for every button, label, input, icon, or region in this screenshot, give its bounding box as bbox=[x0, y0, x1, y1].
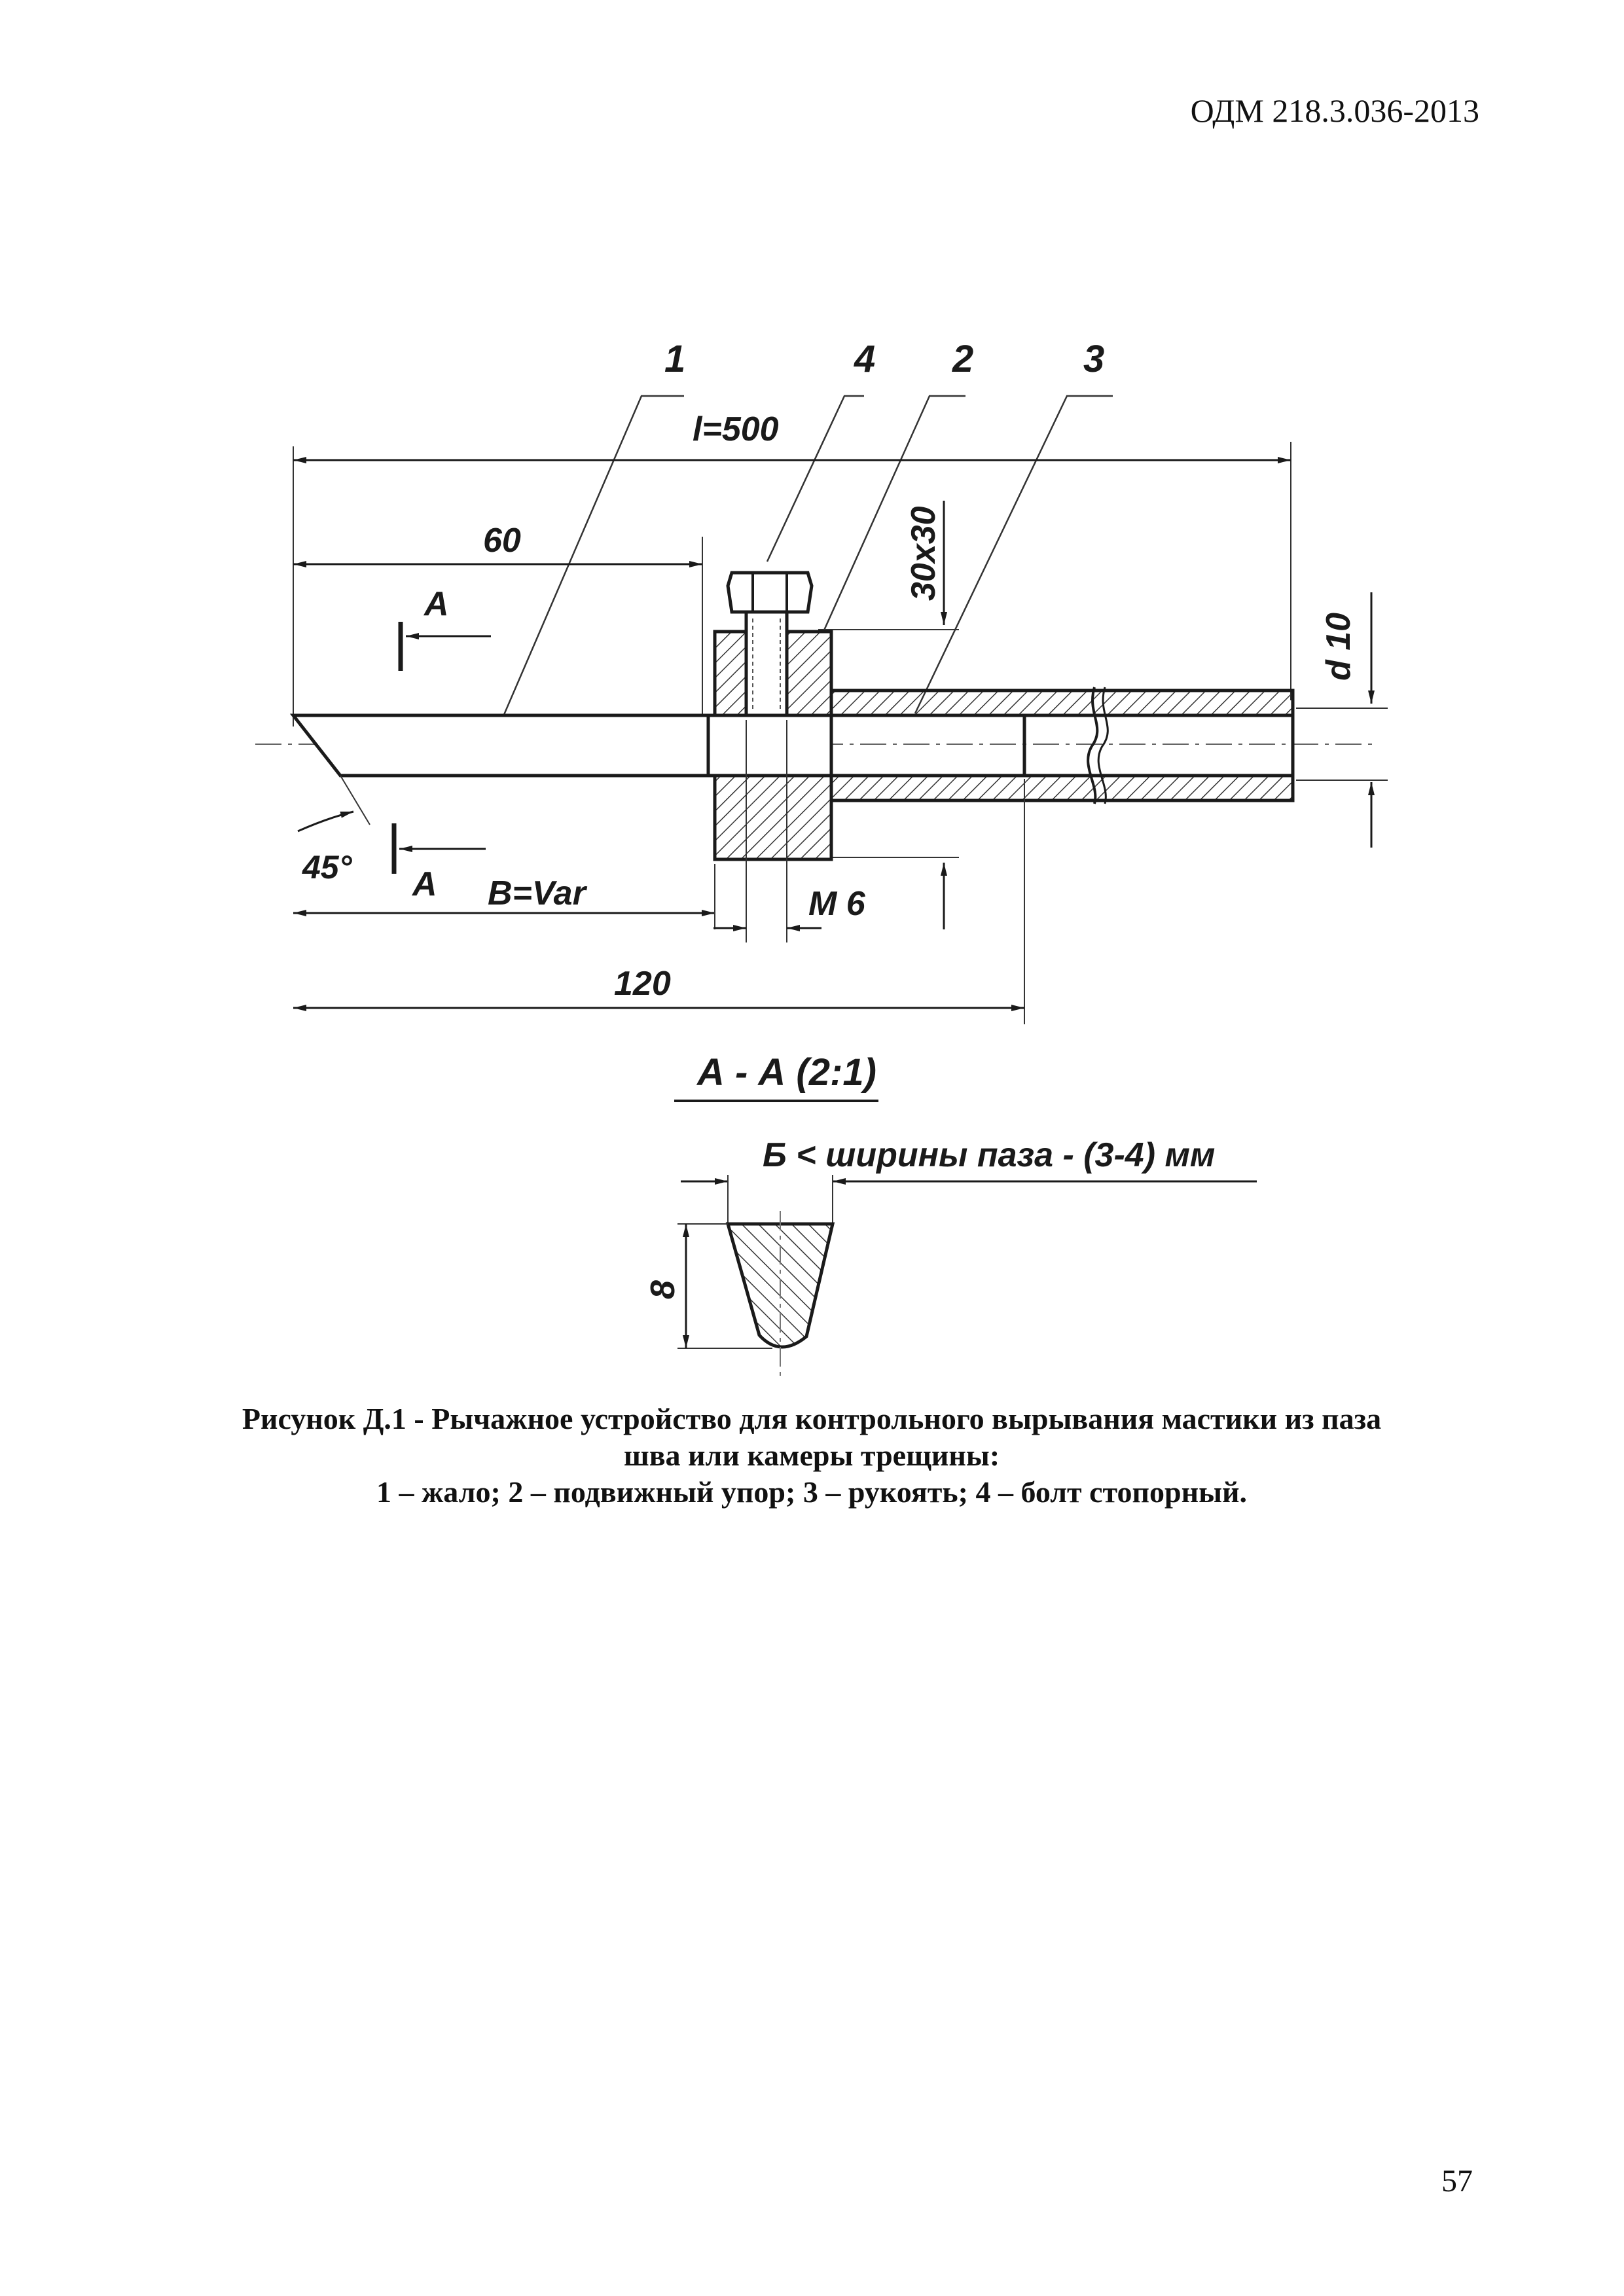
callout-2: 2 bbox=[952, 338, 974, 380]
bolt-head bbox=[728, 573, 812, 612]
movable-stop-lower bbox=[715, 776, 831, 859]
dim-120-label: 120 bbox=[614, 965, 671, 1003]
dim-tube-label: 30x30 bbox=[905, 506, 943, 601]
section-mark-bottom: A bbox=[412, 865, 437, 903]
section-width-note: Б < ширины паза - (3-4) мм bbox=[763, 1136, 1216, 1174]
dim-thread-label: M 6 bbox=[808, 885, 865, 923]
page-number: 57 bbox=[1441, 2164, 1473, 2198]
section-mark-top: A bbox=[424, 585, 449, 623]
figure-caption bbox=[131, 1401, 1492, 1511]
caption-line-2: шва или камеры трещины: bbox=[623, 1439, 1000, 1472]
dim-height-label: 8 bbox=[644, 1280, 682, 1299]
dim-60-label: 60 bbox=[483, 522, 521, 560]
dim-diameter-label: d 10 bbox=[1320, 612, 1358, 681]
blade-part bbox=[293, 715, 708, 776]
callout-4: 4 bbox=[854, 338, 876, 380]
document-code: ОДМ 218.3.036-2013 bbox=[1190, 92, 1479, 129]
caption-line-3: 1 – жало; 2 – подвижный упор; 3 – рукоять; 4 – болт стопорный. bbox=[376, 1475, 1248, 1509]
dim-b-var-label: B=Var bbox=[488, 874, 586, 912]
callout-1: 1 bbox=[664, 338, 686, 380]
handle-tube-lower-wall bbox=[831, 776, 1293, 800]
caption-line-1: Рисунок Д.1 - Рычажное устройство для контрольного вырывания мастики из паза bbox=[242, 1402, 1382, 1435]
dim-length-label: l=500 bbox=[693, 410, 779, 448]
handle-tube-upper-wall bbox=[831, 691, 1293, 715]
dim-angle-label: 45° bbox=[302, 849, 352, 886]
callout-3: 3 bbox=[1083, 338, 1105, 380]
section-title: А - А (2:1) bbox=[697, 1051, 876, 1094]
